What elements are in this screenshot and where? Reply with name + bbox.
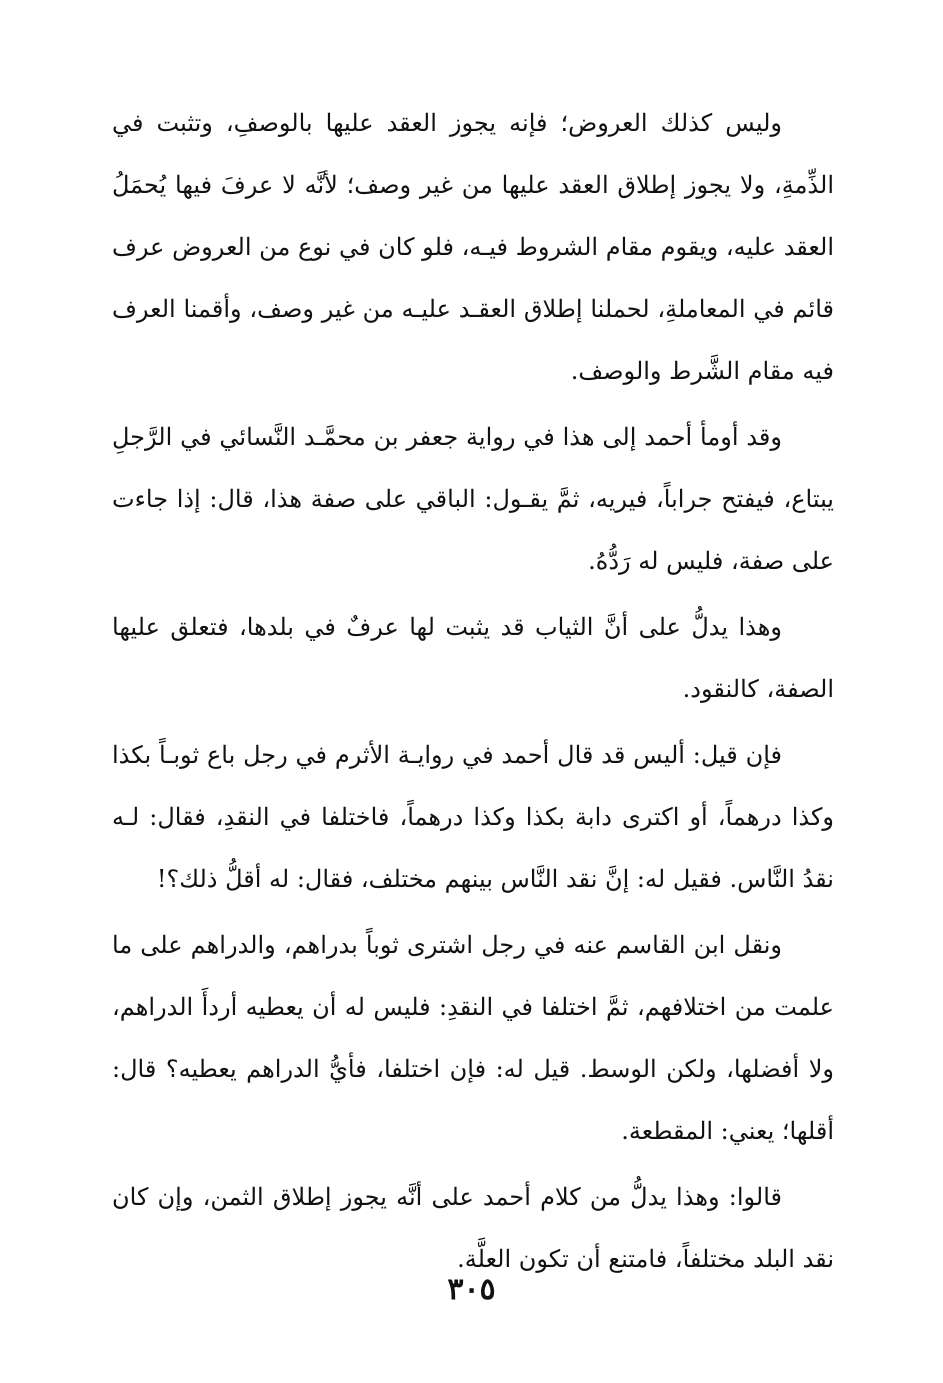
paragraph-3: وهذا يدلُّ على أنَّ الثياب قد يثبت لها عرفٌ في بلدها، فتعلق عليها الصفة، كالنقود. xyxy=(112,613,834,703)
page-number: ٣٠٥ xyxy=(447,1272,496,1307)
paragraph-2: وقد أومأ أحمد إلى هذا في رواية جعفر بن محمَّـد النَّسائي في الرَّجلِ يبتاع، فيفتح جراباً، فيريه، ثمَّ يقـول: الباقي على صفة هذا، قال: إذا جاءت على صفة، فليس له رَدُّهُ. xyxy=(112,423,834,575)
body-text xyxy=(112,92,834,1290)
paragraph-5: ونقل ابن القاسم عنه في رجل اشترى ثوباً بدراهم، والدراهم على ما علمت من اختلافهم، ثمَّ اختلفا في النقدِ: فليس له أن يعطيه أردأَ الدراهم، ولا أفضلها، ولكن الوسط. قيل له: فإن اختلفا، فأيُّ الدراهم يعطيه؟ قال: أقلها؛ يعني: المقطعة. xyxy=(112,931,834,1145)
paragraph-6: قالوا: وهذا يدلُّ من كلام أحمد على أنَّه يجوز إطلاق الثمن، وإن كان نقد البلد مختلفاً، فامتنع أن تكون العلَّة. xyxy=(112,1183,834,1273)
paragraph-1: وليس كذلك العروض؛ فإنه يجوز العقد عليها بالوصفِ، وتثبت في الذِّمةِ، ولا يجوز إطلاق العقد عليها من غير وصف؛ لأنَّه لا عرفَ فيها يُحمَلُ العقد عليه، ويقوم مقام الشروط فيـه، فلو كان في نوع من العروض عرف قائم في المعاملةِ، لحملنا إطلاق العقـد عليـه من غير وصف، وأقمنا العرف فيه مقام الشَّرط والوصف. xyxy=(112,109,834,385)
paragraph-4: فإن قيل: أليس قد قال أحمد في روايـة الأثرم في رجل باع ثوبـاً بكذا وكذا درهماً، أو اكترى دابة بكذا وكذا درهماً، فاختلفا في النقدِ، فقال: لـه نقدُ النَّاس. فقيل له: إنَّ نقد النَّاس بينهم مختلف، فقال: له أقلُّ ذلك؟! xyxy=(112,741,834,893)
